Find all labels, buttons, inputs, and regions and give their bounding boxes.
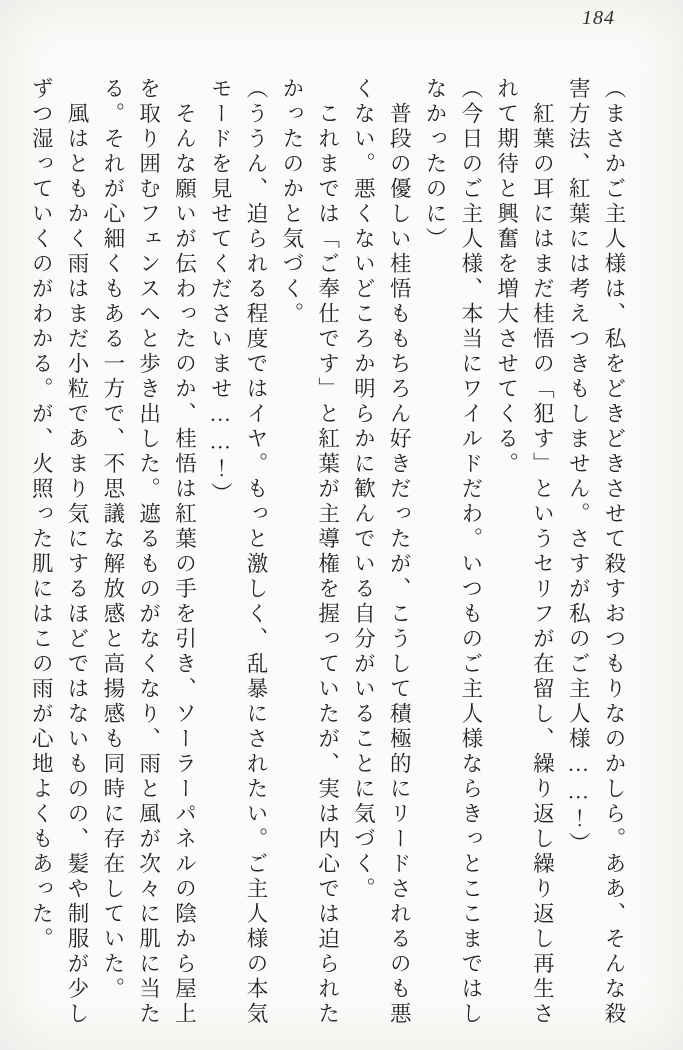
paragraph-3: 普段の優しい桂悟ももちろん好きだったが、こうして積極的にリードされるのも悪くない。悪くないどころか明らかに歓んでいる自分がいることに気づく。 bbox=[351, 77, 412, 1027]
paragraph-7: 風はともかく雨はまだ小粒であまり気にするほどではないものの、髪や制服が少しずつ湿っていくのがわかる。が、火照った肌にはこの雨が心地よくもあった。 bbox=[29, 77, 90, 1027]
paragraph-6: そんな願いが伝わったのか、桂悟は紅葉の手を引き、ソーラーパネルの陰から屋上を取り囲むフェンスへと歩き出した。遮るものがなくなり、雨と風が次々に肌に当たる。それが心細くもある一方で、不思議な解放感と高揚感も同時に存在していた。 bbox=[100, 77, 197, 1027]
body-text bbox=[22, 77, 631, 1030]
paragraph-0: （まさかご主人様は、私をどきどきさせて殺すおつもりなのかしら。ああ、そんな殺害方法、紅葉には考えつきもしません。さすが私のご主人様……！） bbox=[566, 77, 626, 1027]
paragraph-4: これまでは「ご奉仕です」と紅葉が主導権を握っていたが、実は内心では迫られたかったのかと気づく。 bbox=[279, 77, 340, 1027]
paragraph-1: 紅葉の耳にはまだ桂悟の「犯す」というセリフが在留し、繰り返し繰り返し再生されて期待と興奮を増大させてくる。 bbox=[494, 77, 555, 1027]
page-number: 184 bbox=[582, 7, 615, 29]
paragraph-5: （ううん、迫られる程度ではイヤ。もっと激しく、乱暴にされたい。ご主人様の本気モードを見せてくださいませ……！） bbox=[208, 77, 269, 1027]
paragraph-2: （今日のご主人様、本当にワイルドだわ。いつものご主人様ならきっとここまではしなかったのに） bbox=[423, 77, 483, 1027]
